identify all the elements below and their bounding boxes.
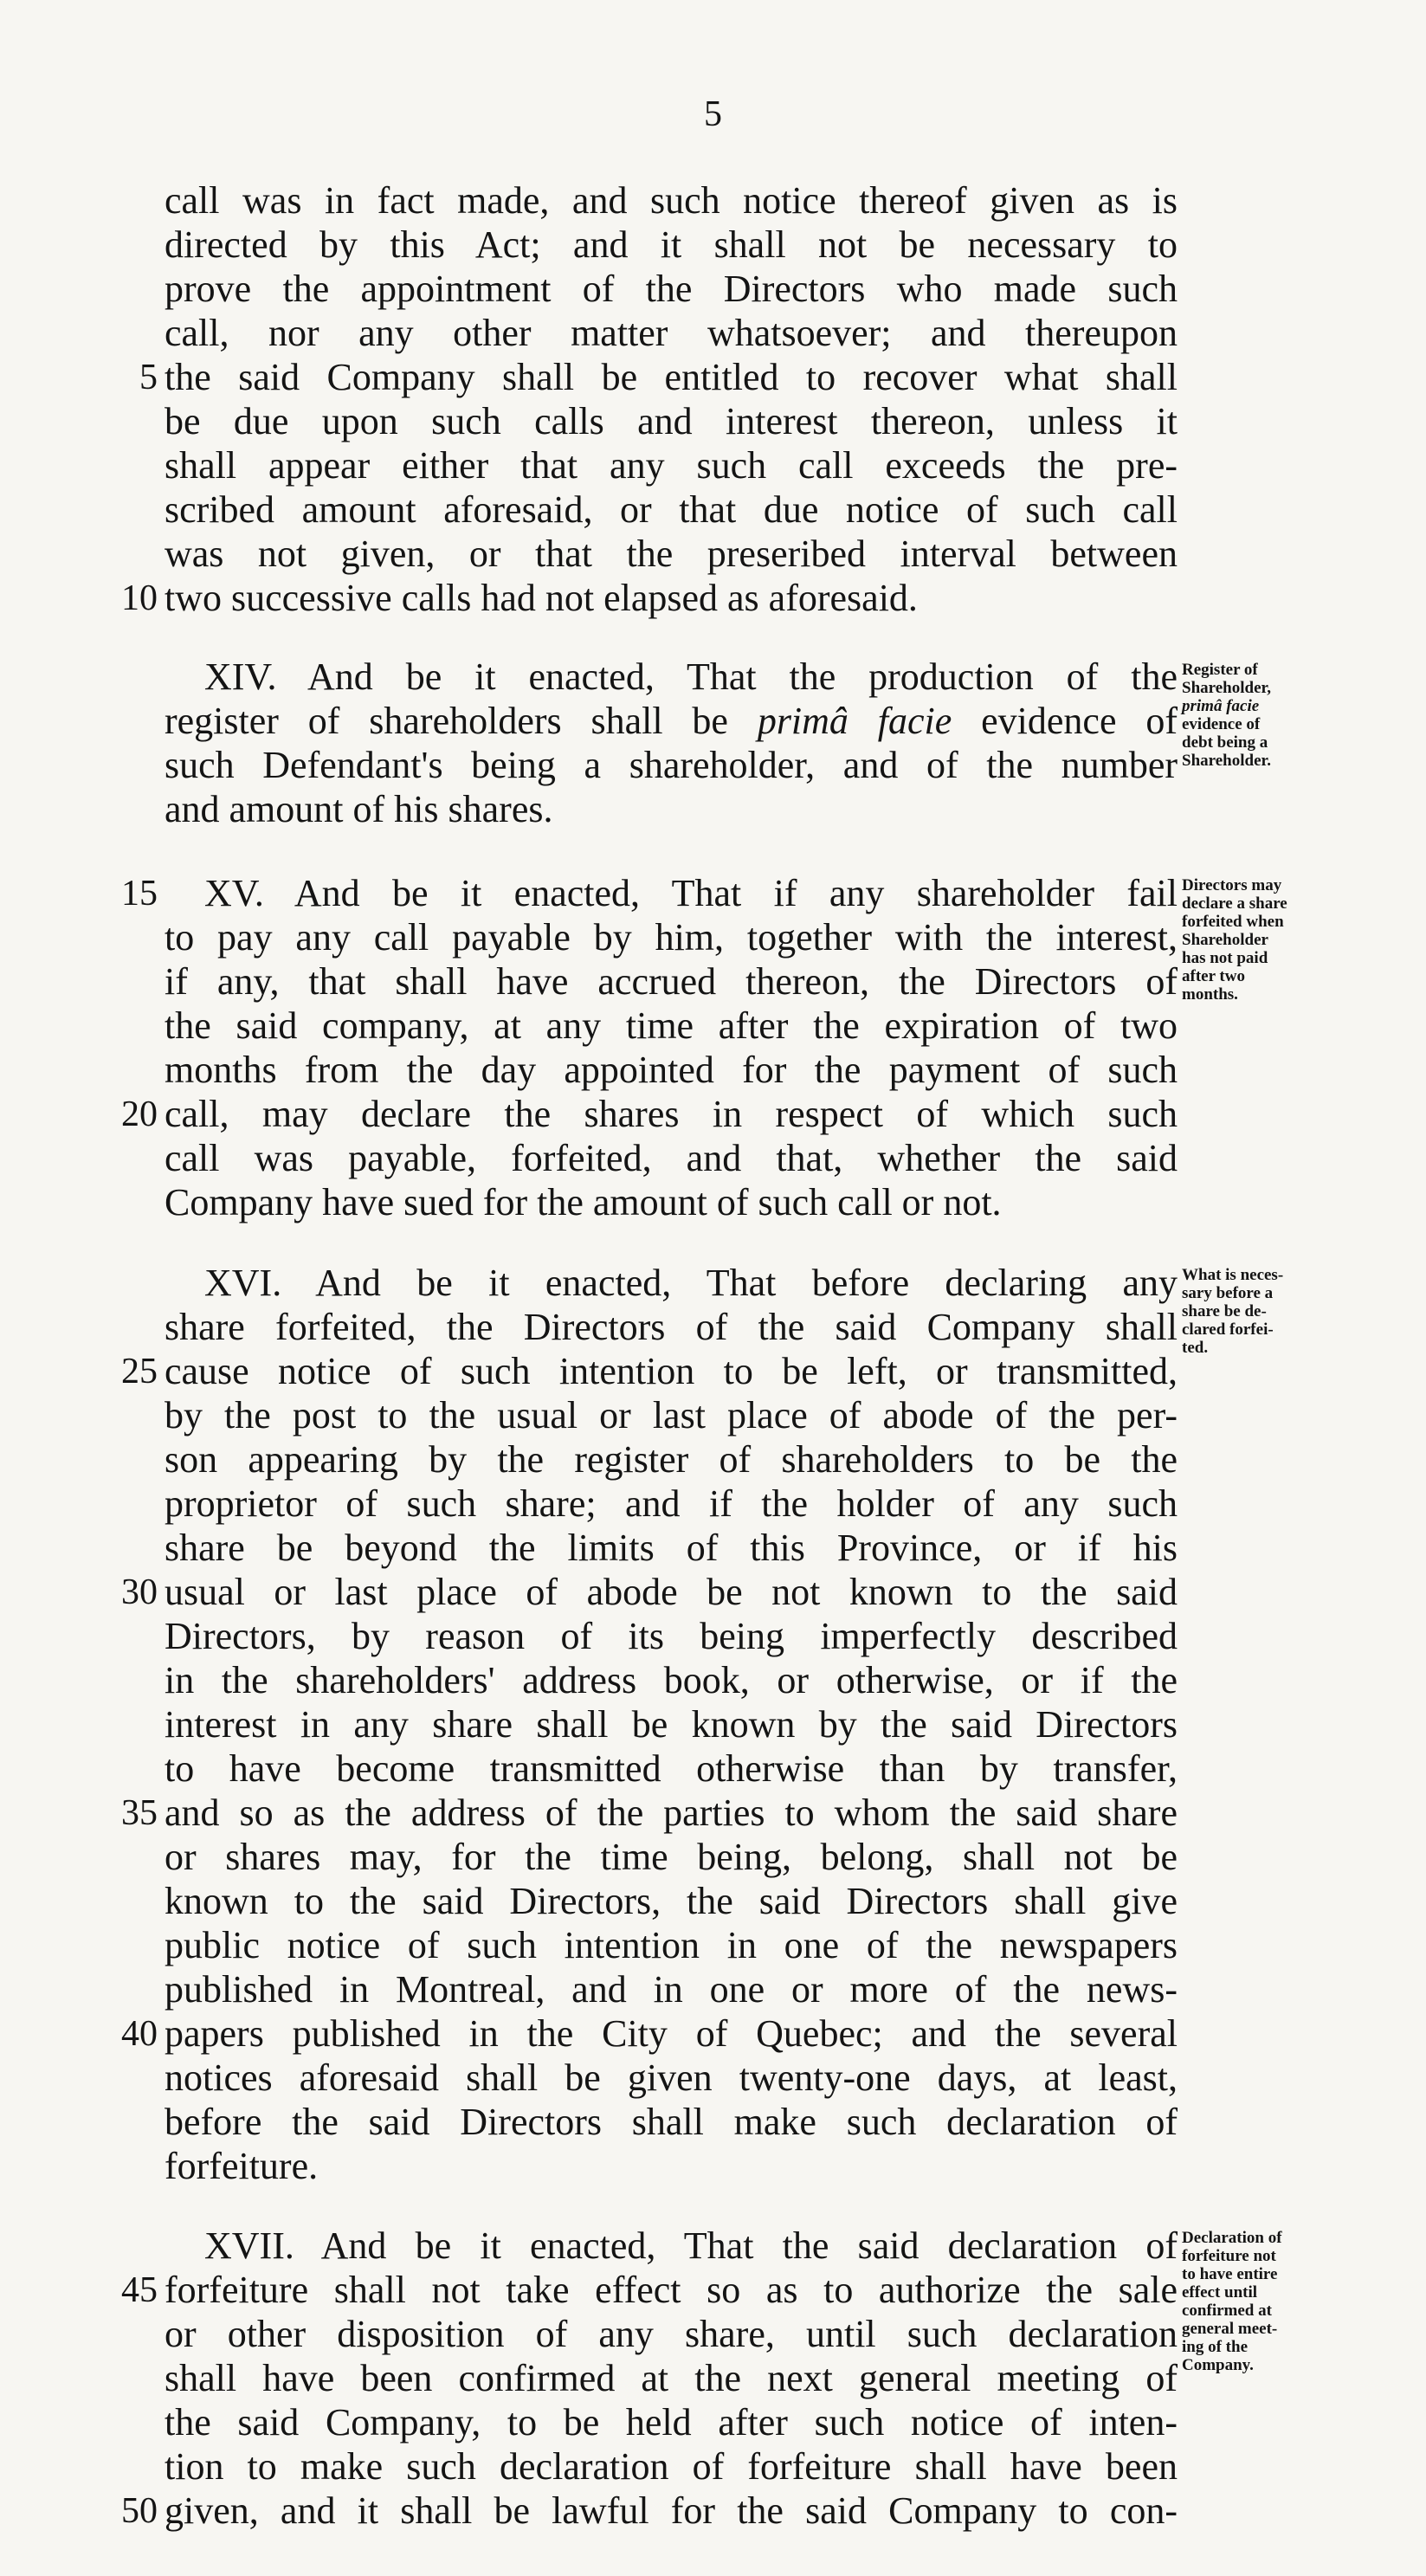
text-line: call was payable, forfeited, and that, whether the said xyxy=(165,1137,1178,1179)
text-line: interest in any share shall be known by the said Directors xyxy=(165,1703,1178,1746)
margin-note-declaration: Declaration of forfeiture not to have entire effect until confirmed at general meet- ing of the Company. xyxy=(1182,2229,1282,2374)
text-line: share forfeited, the Directors of the said Company shall xyxy=(165,1306,1178,1348)
line-number: 40 xyxy=(121,2014,158,2054)
text-line: prove the appointment of the Directors who made such xyxy=(165,268,1178,310)
text-line: or shares may, for the time being, belong, shall not be xyxy=(165,1836,1178,1878)
text-line: the said Company shall be entitled to recover what shall xyxy=(165,356,1178,398)
text-line: usual or last place of abode be not known to the said xyxy=(165,1571,1178,1613)
text-line: Company have sued for the amount of such call or not. xyxy=(165,1181,1002,1223)
line-number: 15 xyxy=(121,874,158,914)
text-line: share be beyond the limits of this Province, or if his xyxy=(165,1527,1178,1569)
section-heading-line: XVII. And be it enacted, That the said declaration of xyxy=(204,2224,1178,2267)
text-line: was not given, or that the preseribed interval between xyxy=(165,533,1178,575)
text-line: papers published in the City of Quebec; and the several xyxy=(165,2012,1178,2055)
text-line: or other disposition of any share, until such declaration xyxy=(165,2313,1178,2355)
margin-note-register: Register of Shareholder, primâ facie evidence of debt being a Shareholder. xyxy=(1182,661,1271,770)
text-line: and amount of his shares. xyxy=(165,788,553,830)
text-line: months from the day appointed for the payment of such xyxy=(165,1049,1178,1091)
text-line: forfeiture shall not take effect so as to authorize the sale xyxy=(165,2269,1178,2311)
text-line: in the shareholders' address book, or otherwise, or if the xyxy=(165,1659,1178,1701)
text-line: tion to make such declaration of forfeiture shall have been xyxy=(165,2445,1178,2488)
line-number: 25 xyxy=(121,1352,158,1391)
text-line: if any, that shall have accrued thereon, the Directors of xyxy=(165,960,1178,1003)
line-number: 35 xyxy=(121,1793,158,1833)
text-line: two successive calls had not elapsed as aforesaid. xyxy=(165,577,918,619)
text-line: shall have been confirmed at the next general meeting of xyxy=(165,2357,1178,2399)
line-number: 50 xyxy=(121,2491,158,2531)
margin-note-notice: What is neces- sary before a share be de- clared forfei- ted. xyxy=(1182,1266,1284,1357)
text-line: forfeiture. xyxy=(165,2145,319,2187)
text-line: and so as the address of the parties to whom the said share xyxy=(165,1792,1178,1834)
text-line: proprietor of such share; and if the holder of any such xyxy=(165,1482,1178,1525)
text-line: scribed amount aforesaid, or that due notice of such call xyxy=(165,488,1178,531)
page-number: 5 xyxy=(704,94,722,134)
text-line: to pay any call payable by him, together with the interest, xyxy=(165,916,1178,959)
text-line: published in Montreal, and in one or more of the news- xyxy=(165,1968,1178,2011)
text-line: call was in fact made, and such notice thereof given as is xyxy=(165,179,1178,222)
line-number: 45 xyxy=(121,2270,158,2310)
line-number: 20 xyxy=(121,1094,158,1134)
text-line: cause notice of such intention to be left, or transmitted, xyxy=(165,1350,1178,1392)
text-line: call, may declare the shares in respect of which such xyxy=(165,1093,1178,1135)
text-line: directed by this Act; and it shall not be necessary to xyxy=(165,223,1178,266)
text-line: public notice of such intention in one of the newspapers xyxy=(165,1924,1178,1966)
text-line: register of shareholders shall be primâ facie evidence of xyxy=(165,700,1178,742)
text-line: such Defendant's being a shareholder, and of the number xyxy=(165,744,1178,786)
text-line: shall appear either that any such call exceeds the pre- xyxy=(165,444,1178,487)
text-line: Directors, by reason of its being imperfectly described xyxy=(165,1615,1178,1657)
text-line: before the said Directors shall make such declaration of xyxy=(165,2101,1178,2143)
line-number: 30 xyxy=(121,1572,158,1612)
margin-note-forfeit: Directors may declare a share forfeited when Shareholder has not paid after two months. xyxy=(1182,876,1287,1004)
section-heading-line: XV. And be it enacted, That if any shareholder fail xyxy=(204,872,1178,914)
line-number: 10 xyxy=(121,578,158,618)
text-line: to have become transmitted otherwise than by transfer, xyxy=(165,1747,1178,1790)
section-heading-line: XVI. And be it enacted, That before declaring any xyxy=(204,1262,1178,1304)
text-line: call, nor any other matter whatsoever; and thereupon xyxy=(165,312,1178,354)
text-line: be due upon such calls and interest thereon, unless it xyxy=(165,400,1178,442)
text-line: given, and it shall be lawful for the said Company to con- xyxy=(165,2489,1178,2532)
text-line: known to the said Directors, the said Directors shall give xyxy=(165,1880,1178,1922)
text-line: son appearing by the register of shareholders to be the xyxy=(165,1438,1178,1481)
line-number: 5 xyxy=(139,358,158,397)
text-line: by the post to the usual or last place of abode of the per- xyxy=(165,1394,1178,1436)
text-line: the said company, at any time after the expiration of two xyxy=(165,1004,1178,1047)
text-line: notices aforesaid shall be given twenty-one days, at least, xyxy=(165,2056,1178,2099)
text-line: the said Company, to be held after such notice of inten- xyxy=(165,2401,1178,2444)
section-heading-line: XIV. And be it enacted, That the production of the xyxy=(204,655,1178,698)
